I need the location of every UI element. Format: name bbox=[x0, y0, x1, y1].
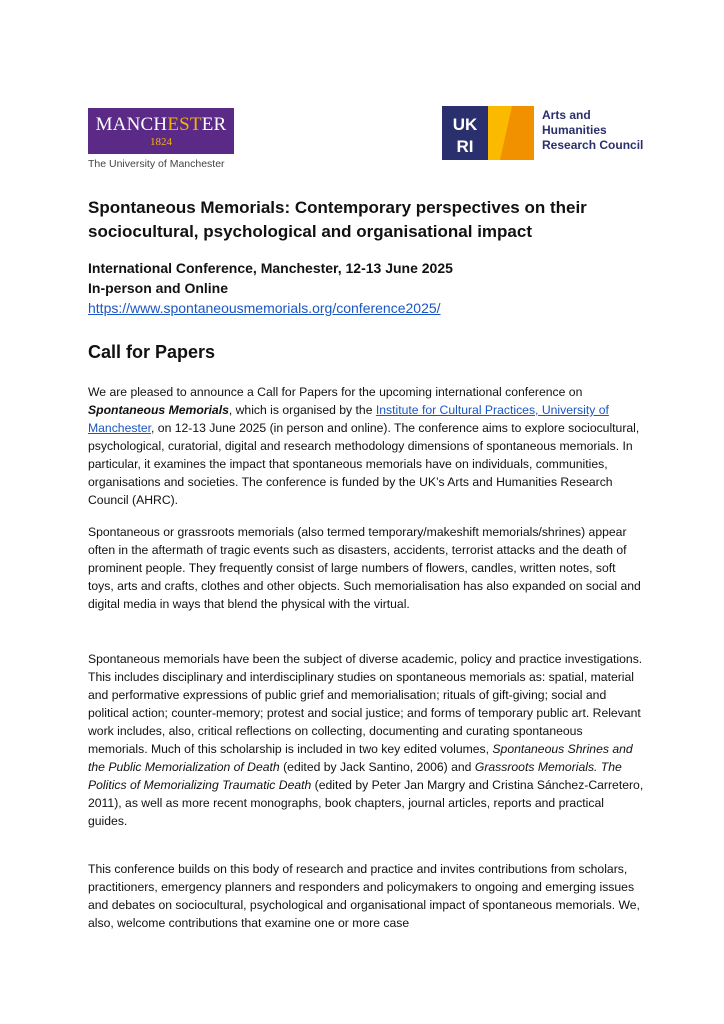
paragraph-4: This conference builds on this body of research and practice and invites contributions from scholars, practitioners, emergency planners and responders and policymakers to ongoing and emerging issues and debates on sociocultural, psychological and organisational impact of spontaneous memorials. We, also, welcome contributions that examine one or more case bbox=[88, 862, 640, 930]
conference-url-link[interactable]: https://www.spontaneousmemorials.org/conference2025/ bbox=[88, 300, 441, 316]
ahrc-name: Arts and Humanities Research Council bbox=[542, 108, 644, 152]
mode-line: In-person and Online bbox=[88, 280, 229, 296]
document-title: Spontaneous Memorials: Contemporary perspectives on their sociocultural, psychological and organisational impact bbox=[88, 198, 587, 241]
manchester-year: 1824 bbox=[150, 136, 172, 148]
university-of-manchester-logo bbox=[88, 108, 234, 170]
conference-details bbox=[88, 258, 648, 318]
manchester-logo-box bbox=[88, 108, 234, 154]
ukri-ahrc-logo bbox=[442, 106, 652, 160]
svg-text:UK: UK bbox=[452, 115, 478, 134]
institute-link[interactable]: Institute for Cultural Practices, University of Manchester bbox=[88, 403, 609, 435]
manchester-subtitle: The University of Manchester bbox=[88, 158, 225, 170]
ukri-mark-icon bbox=[442, 106, 534, 160]
manchester-wordmark: MANCHESTER bbox=[95, 114, 227, 135]
paragraph-2: Spontaneous or grassroots memorials (also termed temporary/makeshift memorials/shrines) appear often in the aftermath of tragic events such as disasters, accidents, terrorist attacks and the death of prominent people. They frequently consist of large numbers of flowers, candles, written notes, soft toys, arts and crafts, clothes and other objects. Such memorialisation has also expanded on social and digital media in ways that blend the physical with the virtual. bbox=[88, 525, 641, 611]
paragraph-1: We are pleased to announce a Call for Papers for the upcoming international conference on Spontaneous Memorials, which is organised by the Institute for Cultural Practices, University of Manchester, on 12-13 June 2025 (in person and online). The conference aims to explore sociocultural, psychological, curatorial, digital and research methodology dimensions of spontaneous memorials. In particular, it examines the impact that spontaneous memorials have on individuals, communities, organisations and societies. The conference is funded by the UK’s Arts and Humanities Research Council (AHRC). bbox=[88, 385, 640, 507]
conference-line: International Conference, Manchester, 12-13 June 2025 bbox=[88, 260, 453, 276]
svg-text:RI: RI bbox=[456, 137, 474, 156]
paragraph-3: Spontaneous memorials have been the subject of diverse academic, policy and practice investigations. This includes disciplinary and interdisciplinary studies on spontaneous memorials as: spatial, material and performative expressions of public grief and memorialisation; rituals of gift-giving; social and political action; counter-memory; protest and social justice; and forms of temporary public art. Relevant work includes, also, critical reflections on collecting, documenting and curating spontaneous memorials. Much of this scholarship is included in two key edited volumes, Spontaneous Shrines and the Public Memorialization of Death (edited by Jack Santino, 2006) and Grassroots Memorials. The Politics of Memorializing Traumatic Death (edited by Peter Jan Margry and Cristina Sánchez-Carretero, 2011), as well as more recent monographs, book chapters, journal articles, reports and practical guides. bbox=[88, 652, 644, 828]
section-heading: Call for Papers bbox=[88, 342, 216, 362]
